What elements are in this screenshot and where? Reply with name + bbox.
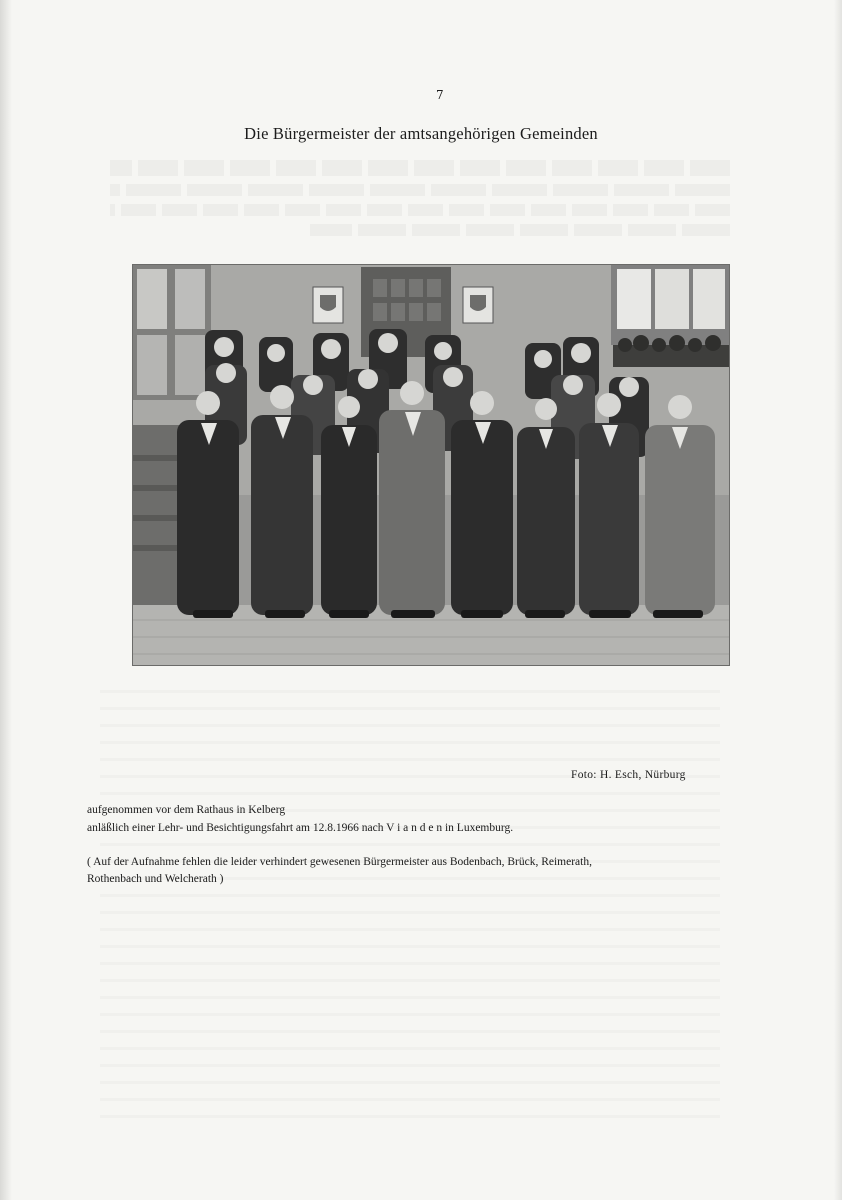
caption-line-1: aufgenommen vor dem Rathaus in Kelberg: [87, 804, 286, 816]
page-binding-edge: [0, 0, 12, 1200]
bleed-through-table: [100, 680, 720, 1140]
caption-line-2: anläßlich einer Lehr- und Besichtigungsfahrt am 12.8.1966 nach V i a n d e n in Luxemburg.: [87, 822, 514, 834]
page-title: Die Bürgermeister der amtsangehörigen Gemeinden: [244, 124, 598, 143]
page-number: 7: [436, 88, 444, 102]
photo-credit: Foto: H. Esch, Nürburg: [571, 769, 686, 781]
bleed-through-text: [110, 160, 730, 270]
page-right-edge: [834, 0, 842, 1200]
note-line-2: Rothenbach und Welcherath ): [87, 873, 224, 885]
group-portrait-photo: [133, 265, 729, 665]
note-line-1: ( Auf der Aufnahme fehlen die leider verhindert gewesenen Bürgermeister aus Bodenbach, Brück, Reimerath,: [87, 856, 592, 868]
